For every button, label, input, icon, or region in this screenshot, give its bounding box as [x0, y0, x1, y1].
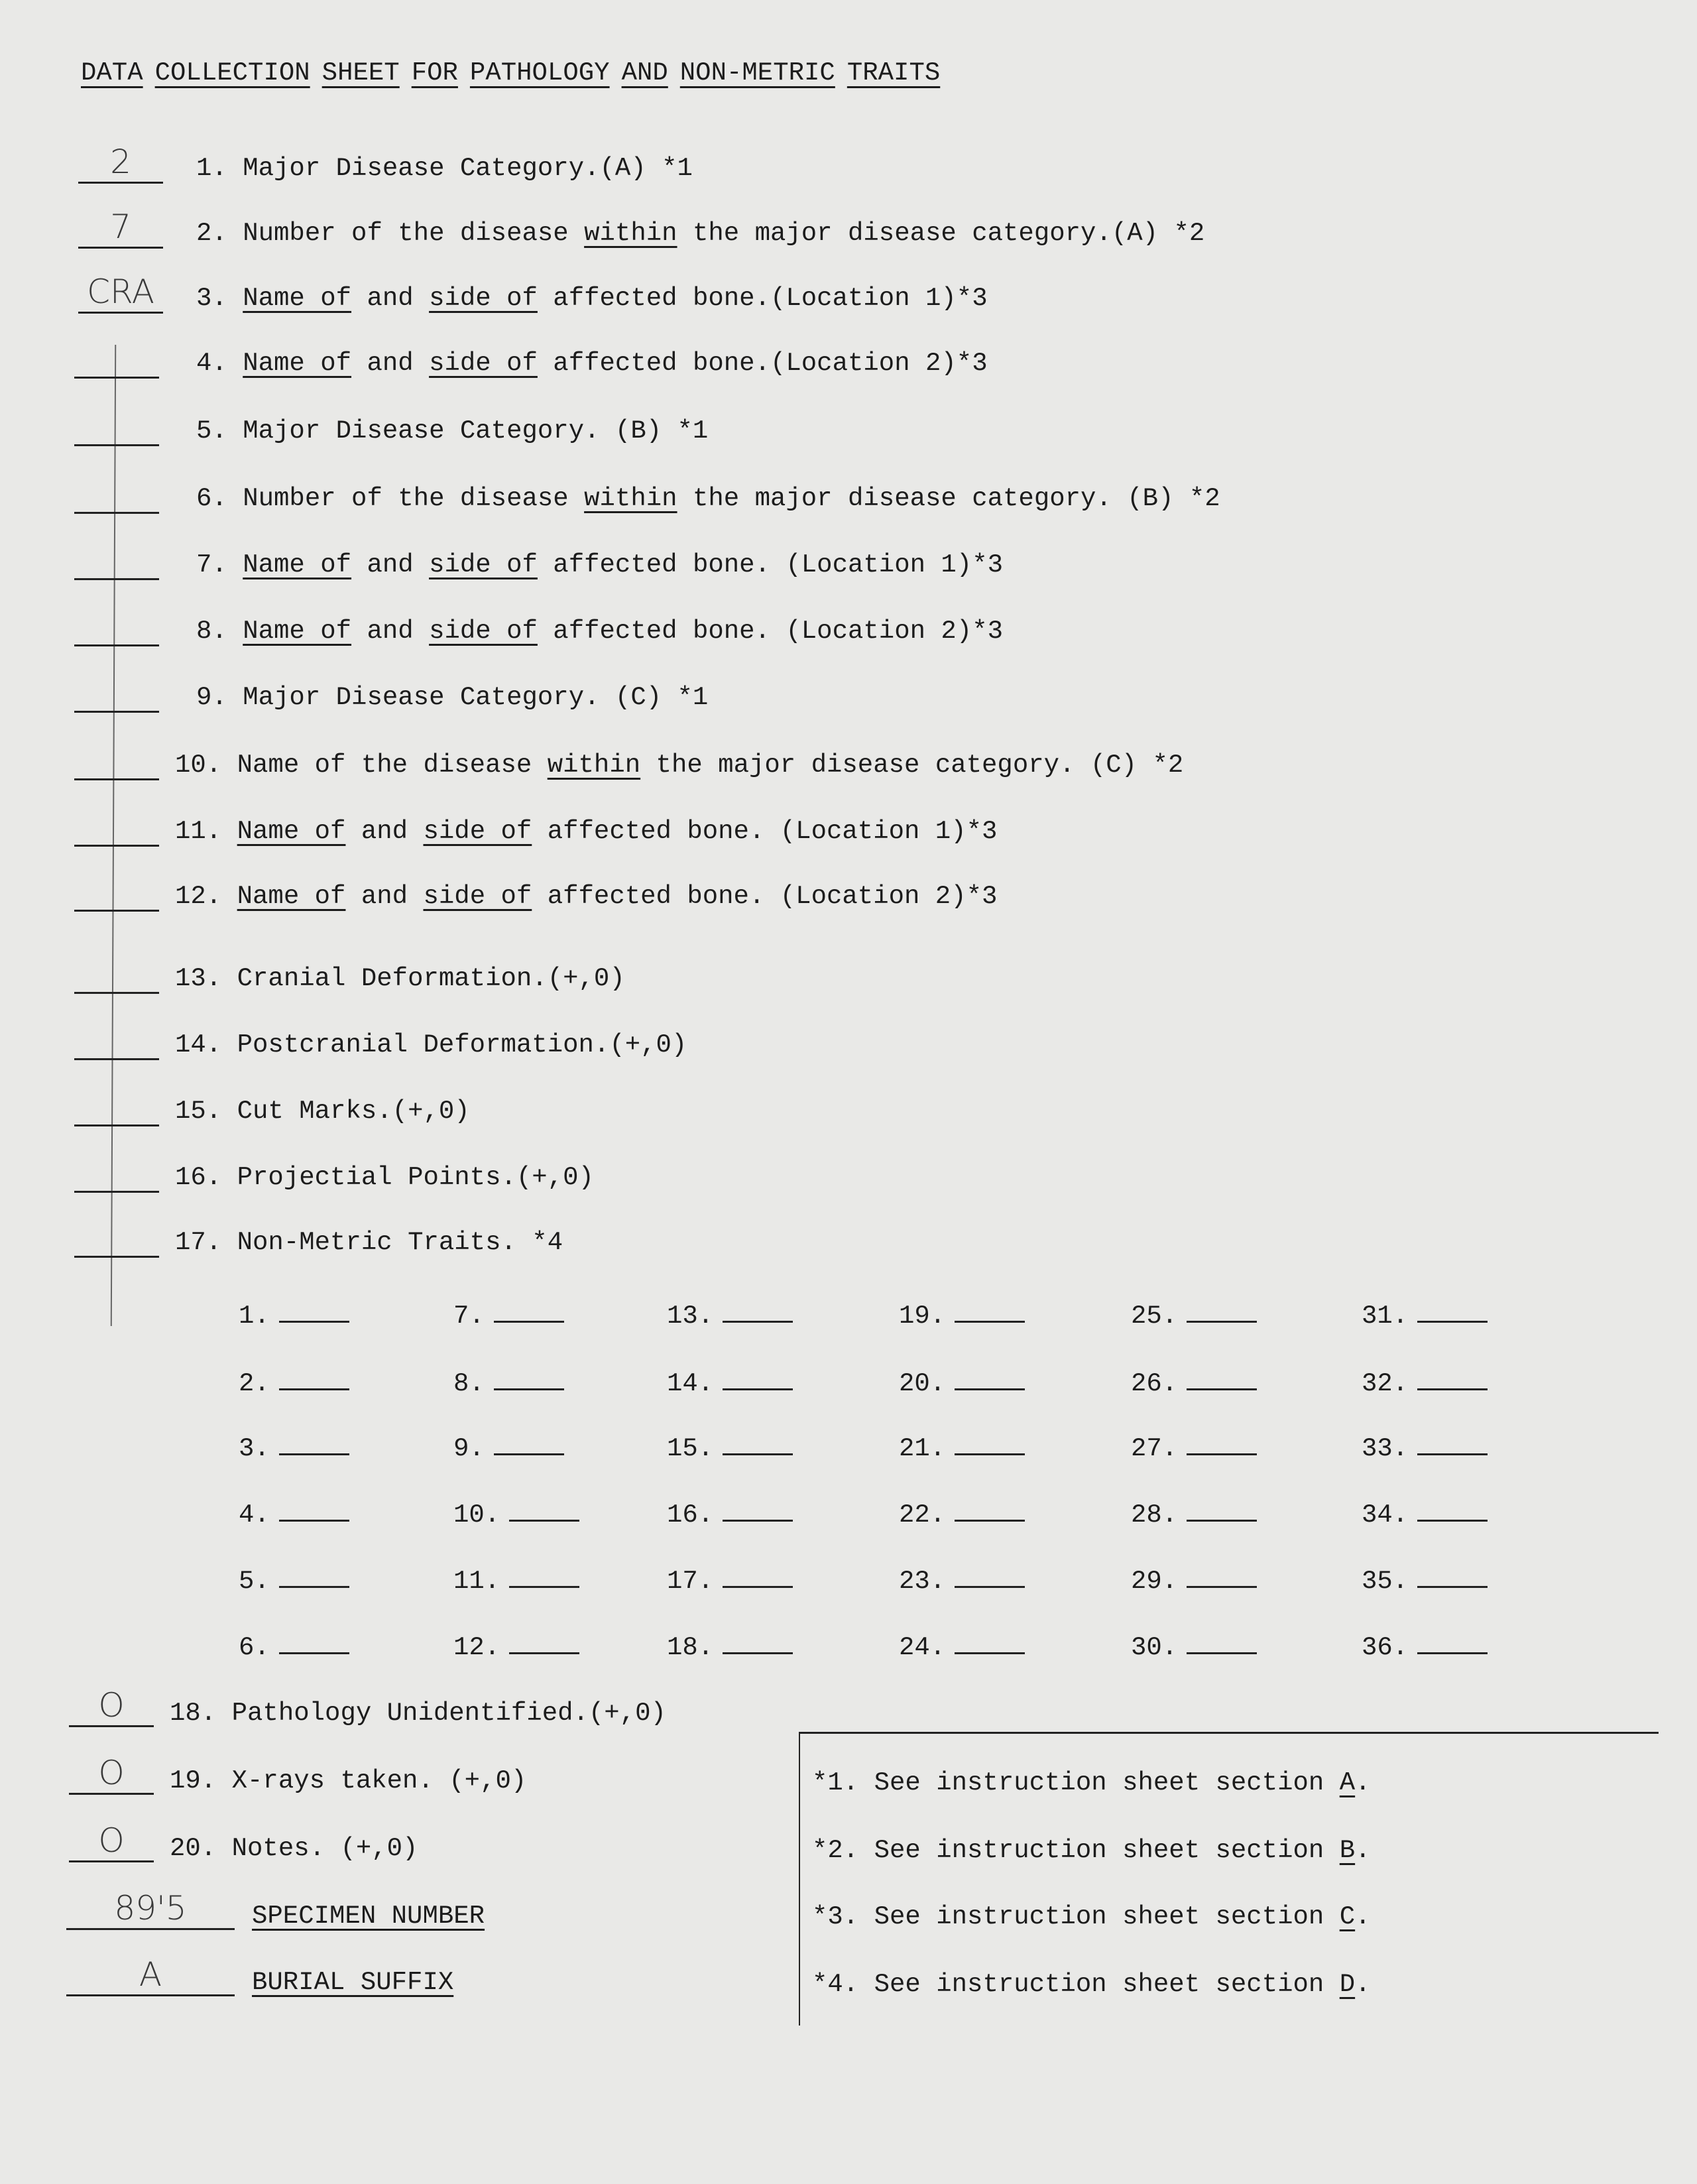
trait-item — [239, 1301, 349, 1331]
footnote — [812, 1902, 1371, 1931]
section-letter: A — [1339, 1768, 1356, 1797]
question-text: affected bone. (Location 2)*3 — [537, 617, 1004, 646]
question-number: 11. — [175, 817, 237, 846]
question-number: 12. — [175, 882, 237, 911]
question-text: Cut Marks.(+,0) — [237, 1097, 470, 1126]
trait-number: 32. — [1362, 1369, 1409, 1398]
title-word: SHEET — [322, 58, 400, 88]
underlined-text: side of — [429, 550, 538, 579]
trait-number: 19. — [899, 1302, 946, 1331]
trait-item — [667, 1433, 793, 1463]
question-label — [175, 1030, 687, 1060]
title-word: AND — [621, 58, 668, 88]
question-text: Major Disease Category.(A) *1 — [243, 154, 693, 183]
answer-field[interactable]: O — [69, 1753, 154, 1795]
question-number: 2. — [196, 219, 243, 248]
question-text: Postcranial Deformation.(+,0) — [237, 1030, 687, 1060]
footnote-period: . — [1355, 1836, 1371, 1865]
question-label — [175, 1163, 594, 1192]
trait-field[interactable] — [494, 1368, 564, 1390]
trait-number: 27. — [1131, 1434, 1178, 1463]
answer-field[interactable] — [74, 1216, 159, 1258]
trait-number: 9. — [453, 1434, 485, 1463]
answer-field[interactable] — [74, 337, 159, 379]
answer-field[interactable] — [74, 805, 159, 847]
trait-number: 7. — [453, 1302, 485, 1331]
question-label — [175, 882, 997, 911]
trait-item — [1362, 1301, 1488, 1331]
footnote-text: *3. See instruction sheet section — [812, 1902, 1340, 1931]
footnote-text: *1. See instruction sheet section — [812, 1768, 1340, 1797]
question-number: 3. — [196, 284, 243, 313]
question-number: 5. — [196, 416, 243, 446]
underlined-text: BURIAL SUFFIX — [252, 1968, 454, 1997]
underlined-text: side of — [429, 284, 538, 313]
question-text: and — [345, 817, 424, 846]
trait-number: 35. — [1362, 1567, 1409, 1596]
question-text: the major disease category. (C) *2 — [640, 751, 1184, 780]
question-text: Number of the disease — [243, 484, 585, 513]
question-label — [196, 416, 708, 446]
trait-item — [667, 1301, 793, 1331]
trait-field[interactable] — [955, 1500, 1025, 1522]
trait-field[interactable] — [1187, 1500, 1257, 1522]
question-text: and — [351, 349, 430, 378]
question-text: Major Disease Category. (B) *1 — [243, 416, 709, 446]
trait-number: 11. — [453, 1567, 500, 1596]
trait-number: 14. — [667, 1369, 714, 1398]
trait-number: 4. — [239, 1500, 270, 1530]
trait-item — [453, 1368, 564, 1398]
answer-field[interactable] — [74, 538, 159, 580]
question-number: 16. — [175, 1163, 237, 1192]
trait-field[interactable] — [279, 1500, 349, 1522]
underlined-text: within — [584, 219, 677, 248]
footnotes-box — [799, 1732, 1659, 2026]
trait-item — [239, 1632, 349, 1662]
underlined-text: Name of — [237, 882, 346, 911]
footnote-period: . — [1355, 1902, 1371, 1931]
section-letter: C — [1339, 1902, 1356, 1931]
trait-field[interactable] — [509, 1566, 579, 1588]
underlined-text: side of — [423, 817, 532, 846]
answer-field[interactable] — [74, 605, 159, 646]
trait-item — [1131, 1500, 1257, 1530]
trait-field[interactable] — [279, 1433, 349, 1455]
trait-item — [1362, 1500, 1488, 1530]
trait-item — [239, 1368, 349, 1398]
trait-field[interactable] — [955, 1632, 1025, 1654]
underlined-text: Name of — [243, 550, 352, 579]
trait-item — [1131, 1301, 1257, 1331]
question-label: 19. X-rays taken. (+,0) — [170, 1766, 527, 1795]
trait-number: 15. — [667, 1434, 714, 1463]
underlined-text: side of — [429, 617, 538, 646]
question-label: 20. Notes. (+,0) — [170, 1834, 418, 1863]
trait-field[interactable] — [279, 1566, 349, 1588]
question-label — [196, 484, 1220, 513]
answer-field[interactable] — [74, 1085, 159, 1126]
underlined-text: side of — [423, 882, 532, 911]
trait-field[interactable] — [279, 1301, 349, 1323]
specimen-number-field[interactable]: 89'5 — [66, 1888, 235, 1930]
question-text: affected bone.(Location 1)*3 — [537, 284, 988, 313]
question-text: affected bone. (Location 1)*3 — [532, 817, 998, 846]
question-text: and — [345, 882, 424, 911]
question-text: Number of the disease — [243, 219, 585, 248]
trait-number: 24. — [899, 1633, 946, 1662]
trait-number: 12. — [453, 1633, 500, 1662]
answer-field[interactable] — [74, 739, 159, 780]
underlined-text: Name of — [237, 817, 346, 846]
trait-number: 10. — [453, 1500, 500, 1530]
question-text: Non-Metric Traits. *4 — [237, 1228, 563, 1257]
question-number: 13. — [175, 964, 237, 993]
trait-field[interactable] — [723, 1301, 793, 1323]
trait-item — [667, 1368, 793, 1398]
trait-item — [667, 1632, 793, 1662]
question-label — [196, 219, 1204, 248]
question-label — [175, 1228, 563, 1257]
trait-field[interactable] — [955, 1368, 1025, 1390]
answer-field[interactable] — [74, 870, 159, 912]
trait-number: 21. — [899, 1434, 946, 1463]
question-label: 18. Pathology Unidentified.(+,0) — [170, 1699, 666, 1728]
trait-field[interactable] — [509, 1632, 579, 1654]
trait-number: 13. — [667, 1302, 714, 1331]
trait-number: 8. — [453, 1369, 485, 1398]
trait-item — [453, 1433, 564, 1463]
question-text: Projectial Points.(+,0) — [237, 1163, 594, 1192]
trait-item — [1362, 1433, 1488, 1463]
title-word: FOR — [411, 58, 458, 88]
question-text: the major disease category.(A) *2 — [677, 219, 1205, 248]
trait-number: 2. — [239, 1369, 270, 1398]
page-title — [81, 58, 952, 88]
underlined-text: within — [584, 484, 677, 513]
answer-field[interactable] — [74, 952, 159, 994]
trait-number: 29. — [1131, 1567, 1178, 1596]
question-number: 4. — [196, 349, 243, 378]
trait-field[interactable] — [723, 1368, 793, 1390]
trait-field[interactable] — [955, 1433, 1025, 1455]
trait-number: 5. — [239, 1567, 270, 1596]
trait-field[interactable] — [494, 1301, 564, 1323]
question-text: and — [351, 550, 430, 579]
trait-item — [899, 1368, 1025, 1398]
trait-item — [899, 1433, 1025, 1463]
footnote-period: . — [1355, 1768, 1371, 1797]
question-text: Name of the disease — [237, 751, 548, 780]
trait-number: 30. — [1131, 1633, 1178, 1662]
title-word: PATHOLOGY — [469, 58, 610, 88]
question-number: 6. — [196, 484, 243, 513]
footnote-period: . — [1355, 1970, 1371, 1999]
question-text: Major Disease Category. (C) *1 — [243, 683, 709, 712]
trait-item — [1362, 1566, 1488, 1596]
trait-number: 33. — [1362, 1434, 1409, 1463]
question-label — [196, 683, 708, 712]
trait-number: 34. — [1362, 1500, 1409, 1530]
question-text: Cranial Deformation.(+,0) — [237, 964, 625, 993]
trait-item — [239, 1566, 349, 1596]
answer-field[interactable]: 2 — [78, 142, 163, 184]
answer-field[interactable] — [74, 472, 159, 514]
trait-number: 1. — [239, 1302, 270, 1331]
trait-item — [1362, 1368, 1488, 1398]
trait-field[interactable] — [494, 1433, 564, 1455]
question-label — [175, 751, 1183, 780]
trait-field[interactable] — [723, 1500, 793, 1522]
question-number: 1. — [196, 154, 243, 183]
answer-field[interactable]: 7 — [78, 207, 163, 249]
question-label — [196, 154, 693, 183]
trait-number: 18. — [667, 1633, 714, 1662]
trait-number: 6. — [239, 1633, 270, 1662]
trait-number: 23. — [899, 1567, 946, 1596]
trait-field[interactable] — [723, 1632, 793, 1654]
footnote — [812, 1836, 1371, 1865]
underlined-text: within — [547, 751, 641, 780]
burial-suffix-field[interactable]: A — [66, 1955, 235, 1996]
answer-field[interactable]: CRA — [78, 272, 163, 314]
question-number: 8. — [196, 617, 243, 646]
section-letter: B — [1339, 1836, 1356, 1865]
trait-item — [239, 1500, 349, 1530]
trait-field[interactable] — [1187, 1368, 1257, 1390]
question-label — [196, 550, 1003, 579]
answer-field[interactable] — [74, 671, 159, 713]
trait-item — [899, 1566, 1025, 1596]
question-number: 17. — [175, 1228, 237, 1257]
answer-field[interactable]: O — [69, 1821, 154, 1862]
underlined-text: Name of — [243, 349, 352, 378]
burial-suffix-label — [252, 1968, 453, 1997]
question-text: the major disease category. (B) *2 — [677, 484, 1220, 513]
trait-field[interactable] — [1417, 1566, 1488, 1588]
title-word: DATA — [81, 58, 143, 88]
answer-field[interactable]: O — [69, 1685, 154, 1727]
trait-number: 20. — [899, 1369, 946, 1398]
answer-field[interactable] — [74, 1018, 159, 1060]
question-text: affected bone. (Location 2)*3 — [532, 882, 998, 911]
question-label — [196, 349, 988, 378]
underlined-text: side of — [429, 349, 538, 378]
question-number: 14. — [175, 1030, 237, 1060]
title-word: NON-METRIC — [679, 58, 835, 88]
question-number: 7. — [196, 550, 243, 579]
question-text: affected bone. (Location 1)*3 — [537, 550, 1004, 579]
trait-field[interactable] — [1187, 1566, 1257, 1588]
trait-number: 26. — [1131, 1369, 1178, 1398]
trait-number: 3. — [239, 1434, 270, 1463]
footnote-text: *4. See instruction sheet section — [812, 1970, 1340, 1999]
trait-item — [453, 1500, 579, 1530]
underlined-text: Name of — [243, 617, 352, 646]
question-number: 9. — [196, 683, 243, 712]
trait-item — [453, 1632, 579, 1662]
trait-number: 22. — [899, 1500, 946, 1530]
trait-field[interactable] — [279, 1368, 349, 1390]
title-word: COLLECTION — [154, 58, 310, 88]
trait-item — [899, 1632, 1025, 1662]
trait-field[interactable] — [1417, 1301, 1488, 1323]
trait-field[interactable] — [1187, 1301, 1257, 1323]
trait-field[interactable] — [279, 1632, 349, 1654]
trait-item — [239, 1433, 349, 1463]
section-letter: D — [1339, 1970, 1356, 1999]
trait-item — [453, 1301, 564, 1331]
trait-field[interactable] — [1187, 1433, 1257, 1455]
trait-field[interactable] — [1417, 1500, 1488, 1522]
trait-item — [667, 1500, 793, 1530]
question-text: and — [351, 284, 430, 313]
footnote — [812, 1970, 1371, 1999]
footnote-text: *2. See instruction sheet section — [812, 1836, 1340, 1865]
trait-number: 17. — [667, 1567, 714, 1596]
trait-number: 36. — [1362, 1633, 1409, 1662]
trait-field[interactable] — [1187, 1632, 1257, 1654]
trait-item — [1131, 1632, 1257, 1662]
trait-item — [453, 1566, 579, 1596]
trait-field[interactable] — [1417, 1368, 1488, 1390]
trait-field[interactable] — [723, 1566, 793, 1588]
trait-item — [1131, 1433, 1257, 1463]
question-label — [196, 284, 988, 313]
trait-number: 16. — [667, 1500, 714, 1530]
question-label — [175, 964, 625, 993]
trait-item — [899, 1301, 1025, 1331]
trait-field[interactable] — [1417, 1632, 1488, 1654]
trait-field[interactable] — [509, 1500, 579, 1522]
answer-field[interactable] — [74, 404, 159, 446]
trait-item — [1131, 1566, 1257, 1596]
question-text: affected bone.(Location 2)*3 — [537, 349, 988, 378]
question-number: 15. — [175, 1097, 237, 1126]
trait-field[interactable] — [955, 1566, 1025, 1588]
trait-item — [899, 1500, 1025, 1530]
trait-item — [1131, 1368, 1257, 1398]
trait-number: 28. — [1131, 1500, 1178, 1530]
trait-field[interactable] — [723, 1433, 793, 1455]
underlined-text: SPECIMEN NUMBER — [252, 1902, 485, 1931]
specimen-number-label — [252, 1902, 485, 1931]
footnote — [812, 1768, 1371, 1797]
question-label — [175, 817, 997, 846]
trait-item — [1362, 1632, 1488, 1662]
trait-field[interactable] — [1417, 1433, 1488, 1455]
trait-number: 25. — [1131, 1302, 1178, 1331]
answer-field[interactable] — [74, 1151, 159, 1193]
trait-item — [667, 1566, 793, 1596]
question-label — [196, 617, 1003, 646]
question-number: 10. — [175, 751, 237, 780]
question-text: and — [351, 617, 430, 646]
title-word: TRAITS — [847, 58, 941, 88]
question-label — [175, 1097, 470, 1126]
underlined-text: Name of — [243, 284, 352, 313]
trait-number: 31. — [1362, 1302, 1409, 1331]
trait-field[interactable] — [955, 1301, 1025, 1323]
